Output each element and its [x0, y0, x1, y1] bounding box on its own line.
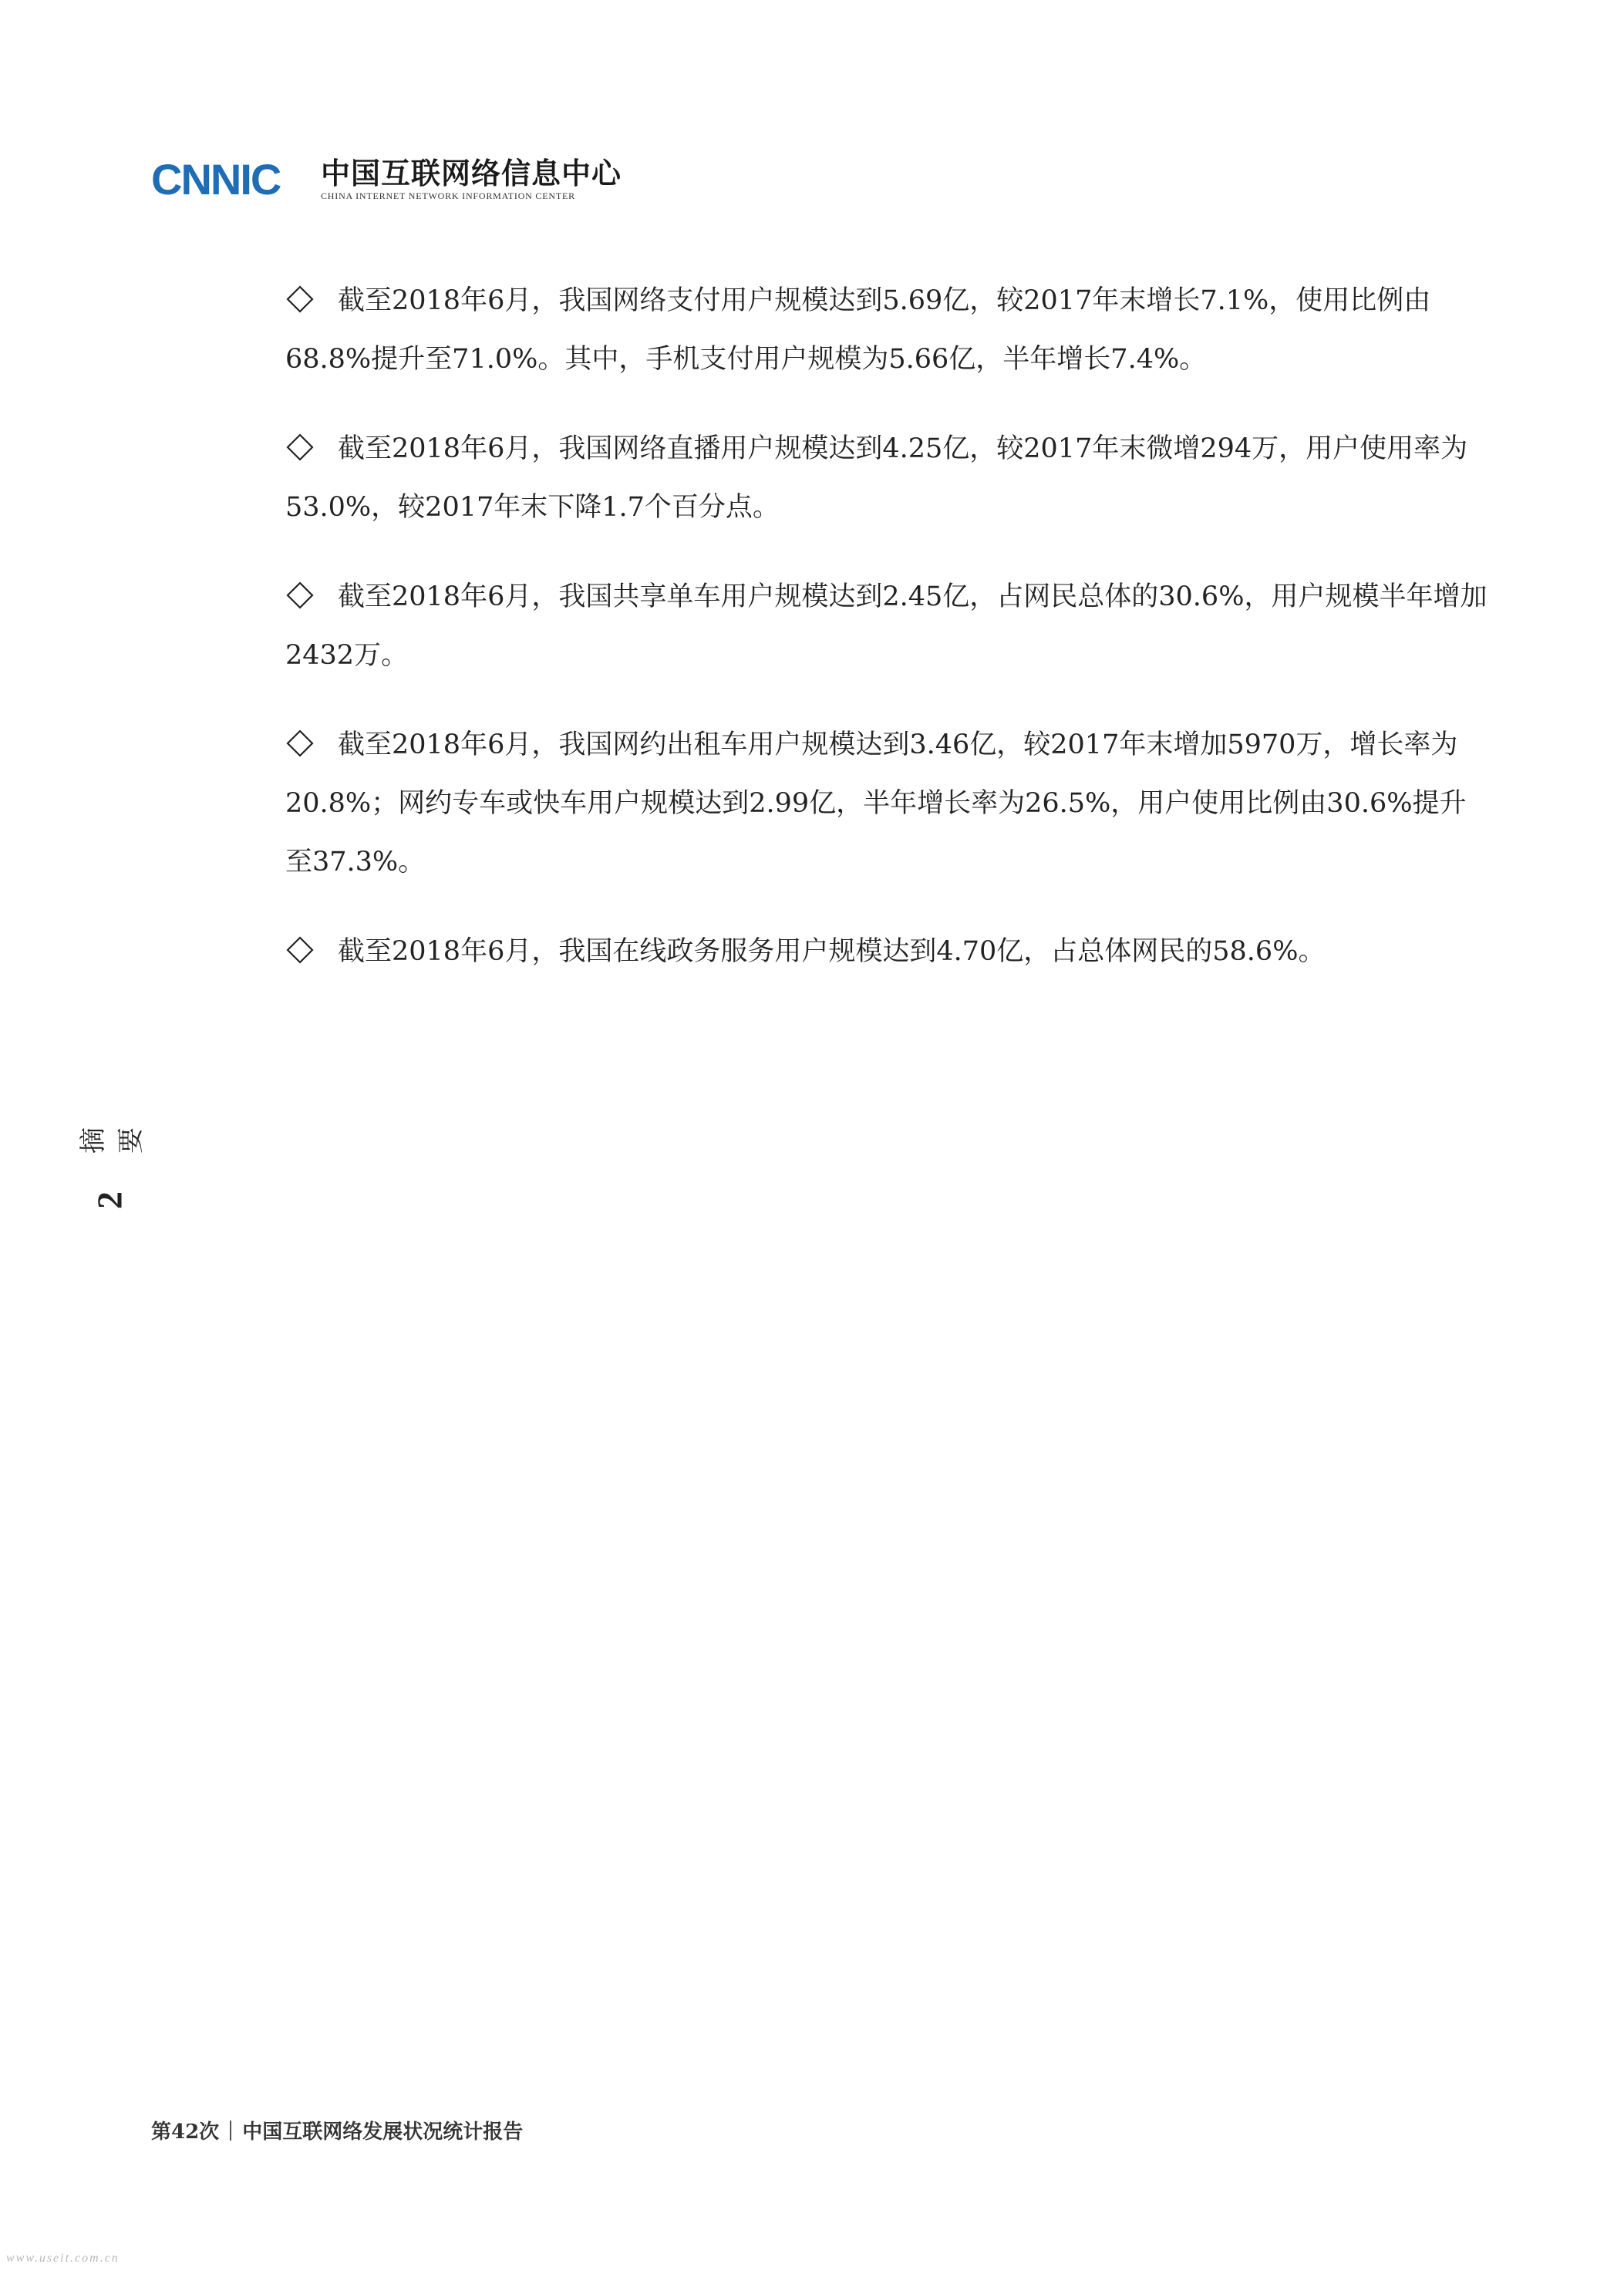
diamond-bullet-icon [285, 285, 315, 314]
org-name-block [321, 157, 622, 201]
page-number: 2 [89, 1191, 130, 1209]
list-item-text: 截至2018年6月，我国在线政务服务用户规模达到4.70亿，占总体网民的58.6%。 [338, 936, 1326, 967]
summary-list [285, 271, 1488, 1012]
footer-divider [230, 2121, 231, 2141]
section-label: 摘要 [78, 1124, 147, 1154]
footer-edition: 第42次 [151, 2121, 220, 2144]
svg-text:CNNIC: CNNIC [151, 159, 281, 199]
page-header [151, 154, 622, 204]
list-item-text: 截至2018年6月，我国网约出租车用户规模达到3.46亿，较2017年末增加5970万，增长率为20.8%；网约专车或快车用户规模达到2.99亿，半年增长率为26.5%，用户使用比例由30.6%提升至37.3%。 [285, 729, 1467, 878]
watermark: www.useit.com.cn [6, 2252, 120, 2265]
diamond-bullet-icon [285, 581, 315, 610]
cnnic-logo [151, 159, 310, 199]
side-marker [78, 1095, 147, 1218]
list-item [285, 271, 1488, 389]
org-name-cn: 中国互联网络信息中心 [321, 156, 622, 190]
page-footer [151, 2116, 523, 2144]
list-item [285, 922, 1488, 981]
diamond-bullet-icon [285, 433, 315, 462]
list-item [285, 419, 1488, 537]
org-name-en: CHINA INTERNET NETWORK INFORMATION CENTER [321, 190, 575, 201]
footer-report-title: 中国互联网络发展状况统计报告 [242, 2121, 524, 2144]
list-item-text: 截至2018年6月，我国网络支付用户规模达到5.69亿，较2017年末增长7.1%，使用比例由68.8%提升至71.0%。其中，手机支付用户规模为5.66亿，半年增长7.4%。 [285, 285, 1431, 375]
list-item-text: 截至2018年6月，我国共享单车用户规模达到2.45亿，占网民总体的30.6%，用户规模半年增加2432万。 [285, 581, 1488, 671]
list-item [285, 716, 1488, 891]
list-item [285, 568, 1488, 685]
list-item-text: 截至2018年6月，我国网络直播用户规模达到4.25亿，较2017年末微增294万，用户使用率为53.0%，较2017年末下降1.7个百分点。 [285, 433, 1468, 523]
diamond-bullet-icon [285, 935, 315, 965]
diamond-bullet-icon [285, 729, 315, 758]
